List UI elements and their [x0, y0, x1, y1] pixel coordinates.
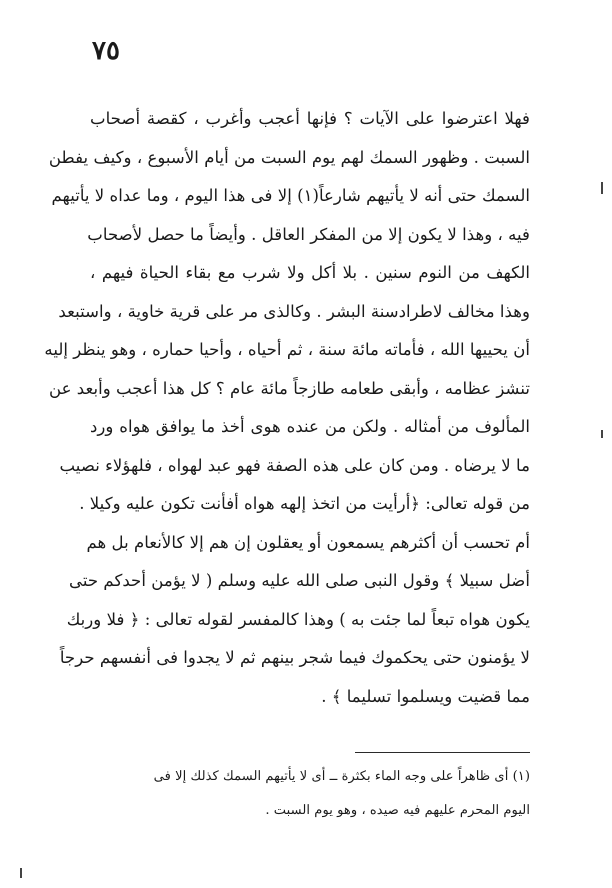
body-line: أن يحييها الله ، فأماته مائة سنة ، ثم أحياه ، وأحيا حماره ، وهو ينظر إليه: [44, 340, 530, 359]
body-line: أم تحسب أن أكثرهم يسمعون أو يعقلون إن هم إلا كالأنعام بل هم: [86, 532, 530, 552]
body-line: أضل سبيلا ﴾ وقول النبى صلى الله عليه وسلم ( لا يؤمن أحدكم حتى: [69, 571, 530, 590]
margin-mark: [601, 182, 603, 194]
footnote-line: اليوم المحرم عليهم فيه صيده ، وهو يوم السبت .: [265, 803, 530, 818]
body-line: يكون هواه تبعاً لما جئت به ) وهذا كالمفسر لقوله تعالى : ﴿ فلا وربك: [66, 609, 530, 629]
body-line: ما لا يرضاه . ومن كان على هذه الصفة فهو عبد لهواه ، فلهؤلاء نصيب: [59, 455, 530, 475]
body-line: تنشز عظامه ، وأبقى طعامه طازجاً مائة عام ؟ كل هذا أعجب وأبعد عن: [48, 378, 530, 398]
body-line: فهلا اعترضوا على الآيات ؟ فإنها أعجب وأغرب ، كقصة أصحاب: [90, 109, 530, 128]
margin-mark: [20, 868, 22, 878]
body-line: لا يؤمنون حتى يحكموك فيما شجر بينهم ثم لا يجدوا فى أنفسهم حرجاً: [59, 648, 530, 667]
body-line: المألوف من أمثاله . ولكن من عنده هوى أخذ ما يوافق هواه ورد: [90, 417, 530, 436]
page-number: ٧٥: [92, 36, 120, 66]
body-line: وهذا مخالف لاطرادسنة البشر . وكالذى مر على قرية خاوية ، واستبعد: [58, 301, 530, 321]
body-line: الكهف من النوم سنين . بلا أكل ولا شرب مع بقاء الحياة فيهم ،: [90, 263, 530, 282]
margin-mark: [601, 430, 603, 438]
body-line: السبت . وظهور السمك لهم يوم السبت من أيام الأسبوع ، وكيف يفطن: [48, 147, 530, 167]
body-text: [44, 100, 530, 716]
footnote-divider: [355, 752, 530, 753]
footnote: [90, 760, 530, 828]
body-line: السمك حتى أنه لا يأتيهم شارعاً(١) إلا فى هذا اليوم ، وما عداه لا يأتيهم: [51, 186, 530, 205]
body-line: مما قضيت ويسلموا تسليما ﴾ .: [321, 686, 530, 706]
body-line: من قوله تعالى: ﴿أرأيت من اتخذ إلهه هواه أفأنت تكون عليه وكيلا .: [79, 494, 530, 513]
footnote-line: (١) أى ظاهراً على وجه الماء بكثرة ــ أى لا يأتيهم السمك كذلك إلا فى: [153, 769, 530, 784]
body-line: فيه ، وهذا لا يكون إلا من المفكر العاقل . وأيضاً ما حصل لأصحاب: [87, 224, 530, 244]
